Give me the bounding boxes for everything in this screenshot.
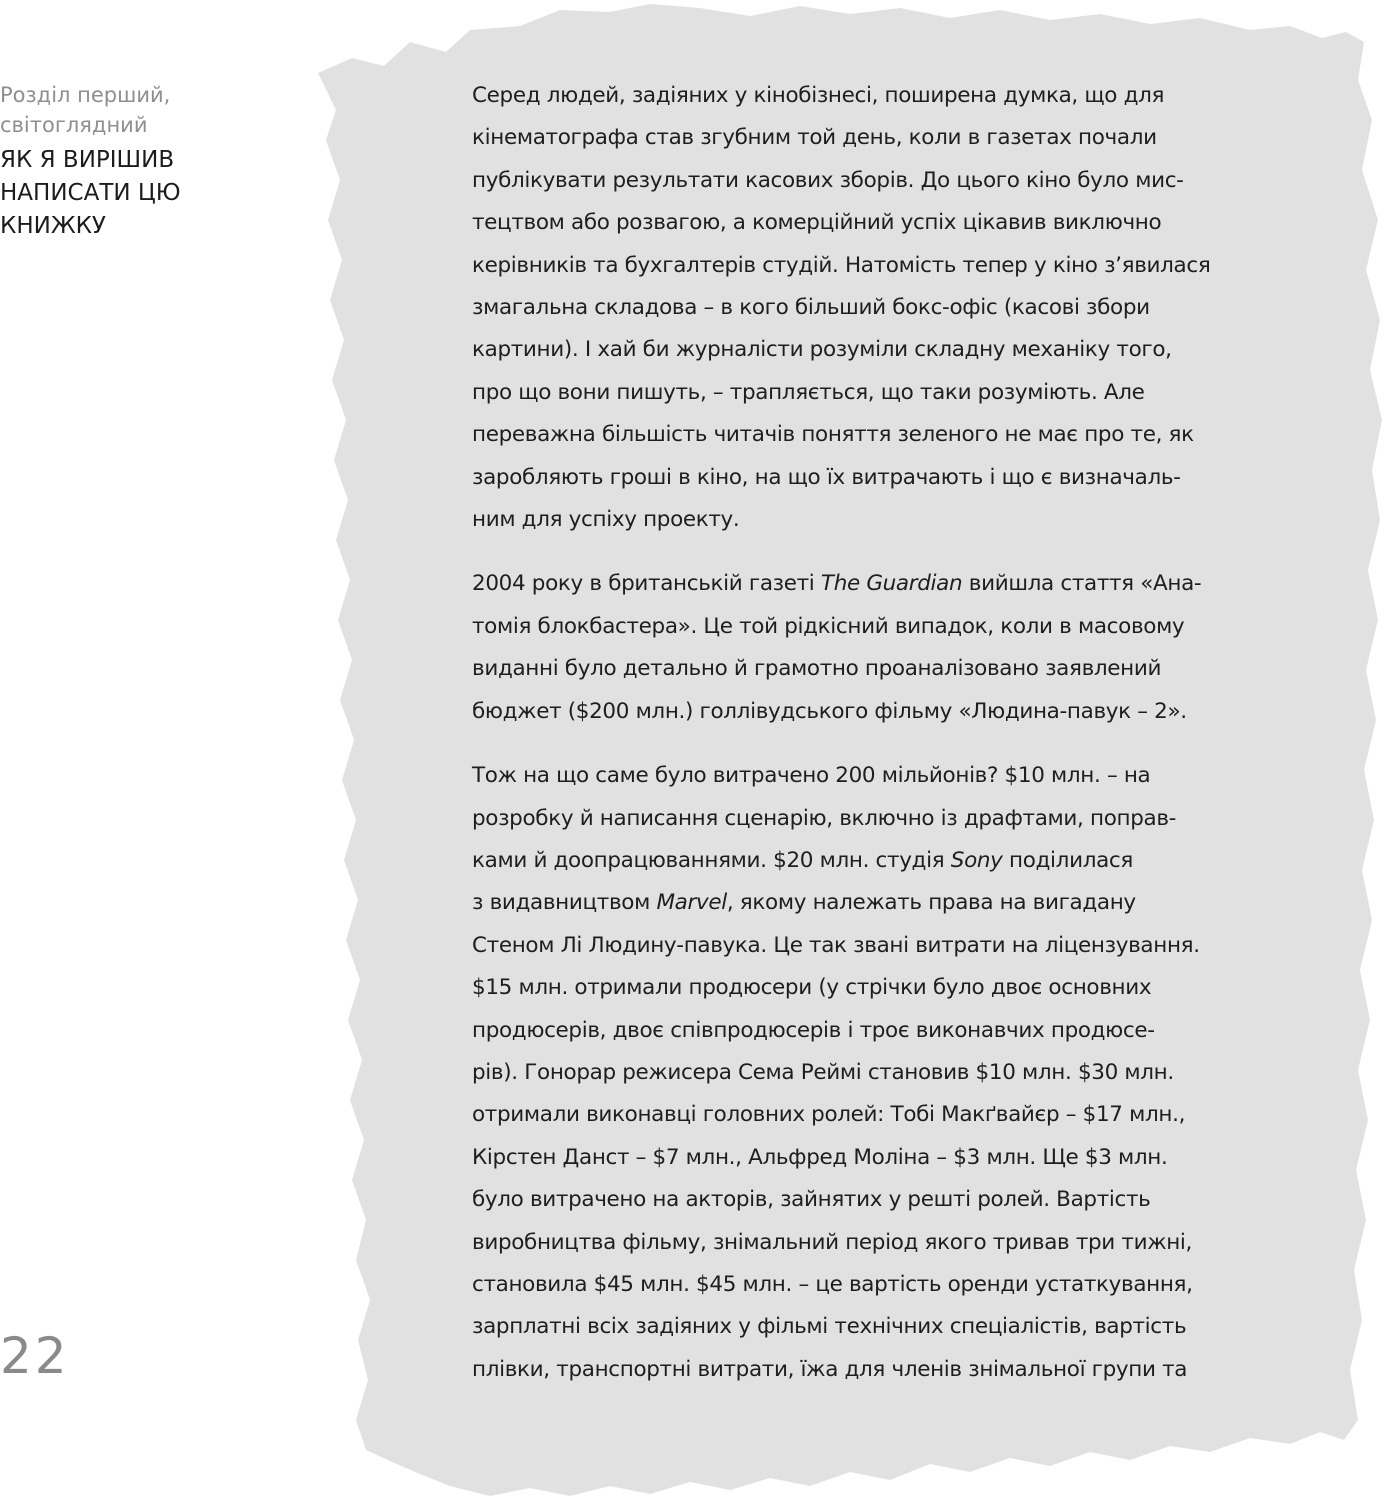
paragraph — [472, 563, 1258, 733]
chapter-kicker-line: Розділ перший, — [0, 83, 171, 107]
text-line — [472, 563, 1258, 605]
text-run: розробку й написання сценарію, включно із драфтами, поправ- — [472, 805, 1177, 831]
text-line — [472, 372, 1258, 414]
text-run: виробництва фільму, знімальний період якого тривав три тижні, — [472, 1229, 1193, 1255]
text-line — [472, 1137, 1258, 1179]
text-run: виданні було детально й грамотно проаналізовано заявлений — [472, 656, 1162, 682]
text-run: ками й доопрацюваннями. $20 млн. студія — [472, 847, 951, 873]
text-line — [472, 1306, 1258, 1348]
text-line — [472, 457, 1258, 499]
chapter-title-line: НАПИСАТИ ЦЮ — [0, 180, 181, 206]
text-line — [472, 1264, 1258, 1306]
text-run: поділилася — [1002, 847, 1133, 873]
text-line — [472, 1222, 1258, 1264]
text-run: Тож на що саме було витрачено 200 мільйонів? $10 млн. – на — [472, 763, 1151, 789]
text-line — [472, 755, 1258, 797]
text-line — [472, 202, 1258, 244]
text-line — [472, 648, 1258, 690]
text-line — [472, 691, 1258, 733]
text-run: отримали виконавці головних ролей: Тобі Макґвайєр – $17 млн., — [472, 1102, 1186, 1128]
italic-text: The Guardian — [820, 571, 963, 597]
text-line — [472, 287, 1258, 329]
text-run: , якому належать права на вигадану — [726, 890, 1136, 916]
text-run: заробляють гроші в кіно, на що їх витрачають і що є визначаль- — [472, 464, 1181, 490]
text-run: змагальна складова – в кого більший бокс-офіс (касові збори — [472, 295, 1150, 321]
text-run: картини). І хай би журналісти розуміли складну механіку того, — [472, 337, 1172, 363]
text-line — [472, 798, 1258, 840]
text-run: було витрачено на акторів, зайнятих у решті ролей. Вартість — [472, 1187, 1151, 1213]
text-run: вийшла стаття «Ана- — [962, 571, 1202, 597]
text-run: Серед людей, задіяних у кінобізнесі, поширена думка, що для — [472, 83, 1165, 108]
text-line — [472, 414, 1258, 456]
chapter-title — [0, 144, 260, 243]
text-line — [472, 1179, 1258, 1221]
text-line — [472, 499, 1258, 541]
text-run: керівників та бухгалтерів студій. Натомість тепер у кіно з’явилася — [472, 252, 1211, 278]
paragraph — [472, 75, 1258, 541]
text-line — [472, 967, 1258, 1009]
text-line — [472, 1010, 1258, 1052]
body-text — [472, 75, 1258, 1413]
text-run: плівки, транспортні витрати, їжа для членів знімальної групи та — [472, 1356, 1188, 1382]
text-run: ним для успіху проекту. — [472, 507, 740, 533]
text-line — [472, 1349, 1258, 1391]
text-run: зарплатні всіх задіяних у фільмі технічних спеціалістів, вартість — [472, 1314, 1187, 1340]
text-line — [472, 882, 1258, 924]
text-run: рів). Гонорар режисера Сема Реймі становив $10 млн. $30 млн. — [472, 1059, 1174, 1085]
chapter-kicker-line: світоглядний — [0, 113, 148, 137]
chapter-title-line: ЯК Я ВИРІШИВ — [0, 147, 175, 173]
text-run: Кірстен Данст – $7 млн., Альфред Моліна – $3 млн. Ще $3 млн. — [472, 1144, 1168, 1170]
chapter-title-line: КНИЖКУ — [0, 213, 106, 239]
text-run: томія блокбастера». Це той рідкісний випадок, коли в масовому — [472, 613, 1185, 639]
text-run: кінематографа став згубним той день, коли в газетах почали — [472, 125, 1157, 151]
text-line — [472, 925, 1258, 967]
italic-text: Marvel — [656, 890, 727, 916]
text-line — [472, 160, 1258, 202]
text-run: з видавництвом — [472, 890, 657, 916]
chapter-header — [0, 80, 260, 243]
text-run: 2004 року в британській газеті — [472, 571, 821, 597]
text-line — [472, 245, 1258, 287]
text-run: продюсерів, двоє співпродюсерів і троє виконавчих продюсе- — [472, 1017, 1155, 1043]
page-number: 22 — [0, 1327, 70, 1385]
text-line — [472, 1094, 1258, 1136]
chapter-kicker — [0, 80, 260, 140]
text-run: $15 млн. отримали продюсери (у стрічки було двоє основних — [472, 975, 1152, 1001]
text-line — [472, 75, 1258, 117]
text-line — [472, 117, 1258, 159]
text-run: бюджет ($200 млн.) голлівудського фільму «Людина-павук – 2». — [472, 698, 1187, 724]
text-run: переважна більшість читачів поняття зеленого не має про те, як — [472, 422, 1194, 448]
text-run: Стеном Лі Людину-павука. Це так звані витрати на ліцензування. — [472, 932, 1200, 958]
text-line — [472, 840, 1258, 882]
text-run: становила $45 млн. $45 млн. – це вартість оренди устаткування, — [472, 1271, 1193, 1297]
text-line — [472, 1052, 1258, 1094]
text-run: публікувати результати касових зборів. До цього кіно було мис- — [472, 167, 1184, 193]
italic-text: Sony — [950, 847, 1003, 873]
text-line — [472, 606, 1258, 648]
text-run: про що вони пишуть, – трапляється, що таки розуміють. Але — [472, 379, 1145, 405]
text-line — [472, 329, 1258, 371]
paragraph — [472, 755, 1258, 1391]
text-run: тецтвом або розвагою, а комерційний успіх цікавив виключно — [472, 210, 1162, 236]
